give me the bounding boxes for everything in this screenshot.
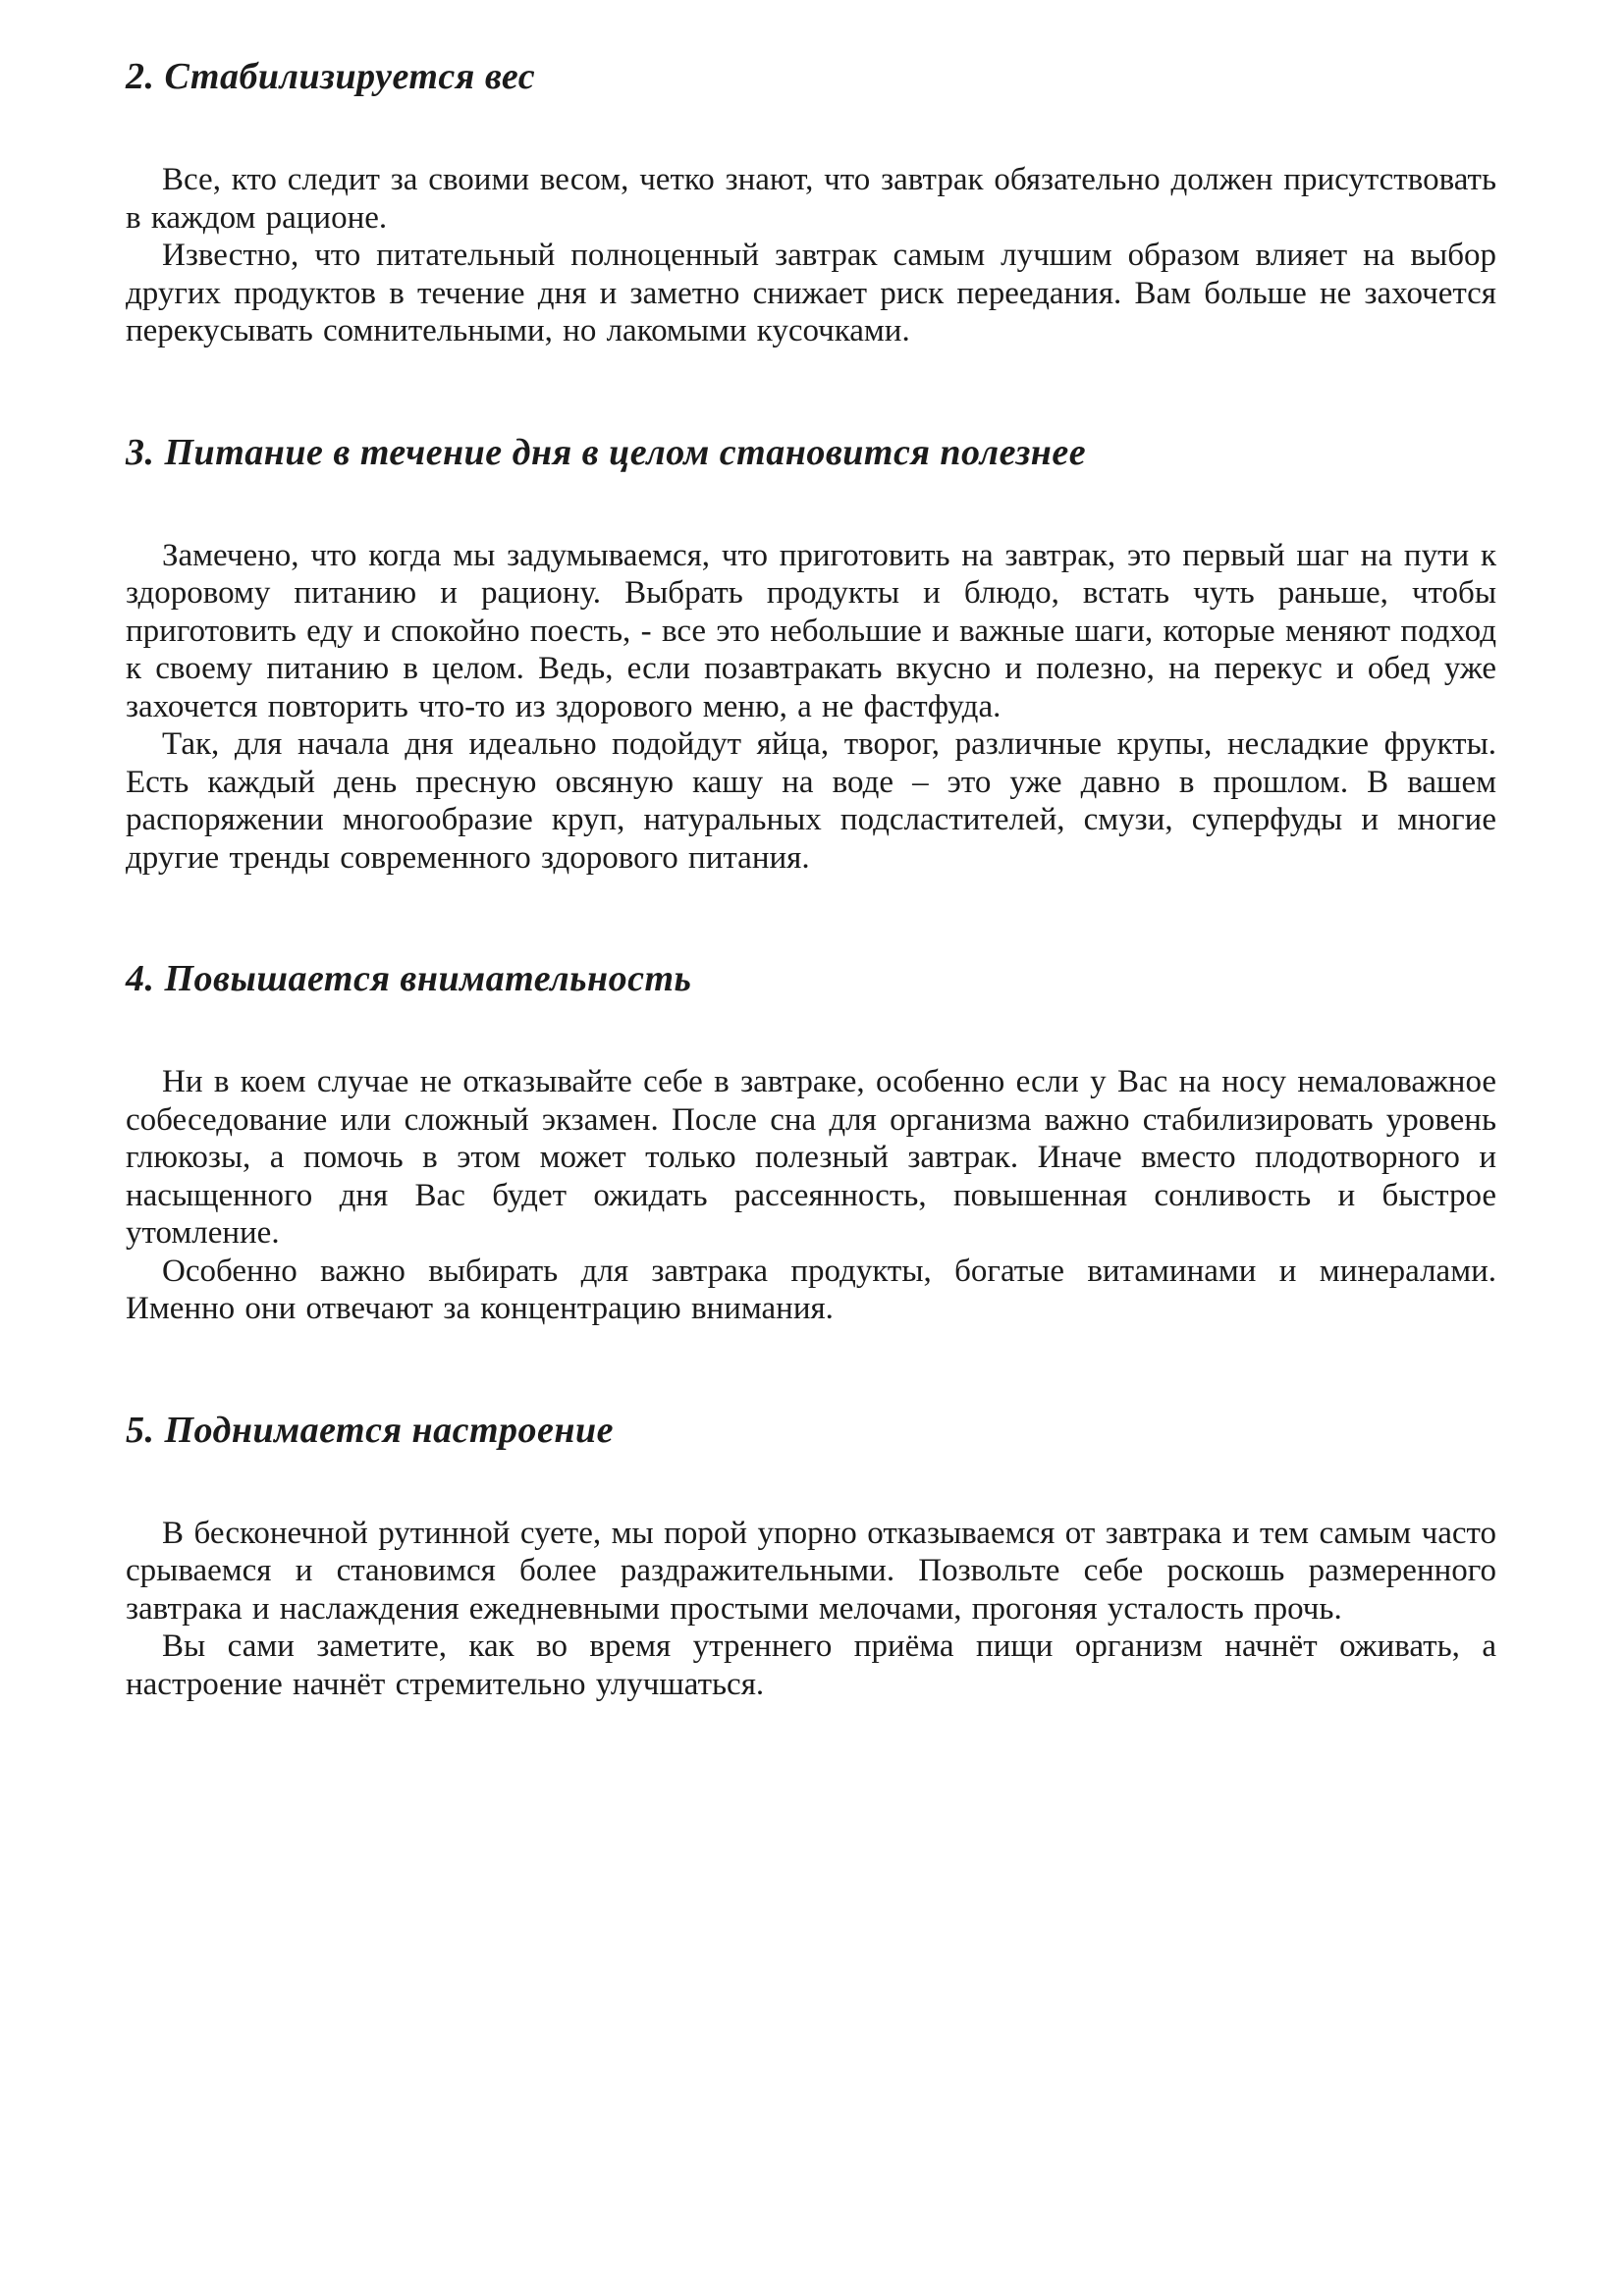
paragraph: Особенно важно выбирать для завтрака продукты, богатые витаминами и минералами. Именно они отвечают за концентрацию внимания. [126, 1253, 1496, 1327]
paragraph: Все, кто следит за своими весом, четко знают, что завтрак обязательно должен присутствовать в каждом рационе. [126, 162, 1496, 236]
paragraph: Известно, что питательный полноценный завтрак самым лучшим образом влияет на выбор других продуктов в течение дня и заметно снижает риск переедания. Вам больше не захочется перекусывать сомнительными, но лакомыми кусочками. [126, 238, 1496, 349]
section-heading: 3. Питание в течение дня в целом становится полезнее [126, 431, 1087, 473]
paragraph: Замечено, что когда мы задумываемся, что приготовить на завтрак, это первый шаг на пути к здоровому питанию и рациону. Выбрать продукты и блюдо, встать чуть раньше, чтобы приготовить еду и спокойно поесть, - все это небольшие и важные шаги, которые меняют подход к своему питанию в целом. Ведь, если позавтракать вкусно и полезно, на перекус и обед уже захочется повторить что-то из здорового меню, а не фастфуда. [126, 537, 1496, 724]
paragraph: Ни в коем случае не отказывайте себе в завтраке, особенно если у Вас на носу немаловажное собеседование или сложный экзамен. После сна для организма важно стабилизировать уровень глюкозы, а помочь в этом может только полезный завтрак. Иначе вместо плодотворного и насыщенного дня Вас будет ожидать рассеянность, повышенная сонливость и быстрое утомление. [126, 1064, 1496, 1252]
section-daily-nutrition [126, 431, 1496, 878]
section-heading: 5. Поднимается настроение [126, 1409, 615, 1451]
section-heading: 4. Повышается внимательность [126, 958, 692, 1000]
section-weight [126, 55, 1496, 350]
section-attentiveness [126, 957, 1496, 1328]
paragraph: Вы сами заметите, как во время утреннего приёма пищи организм начнёт оживать, а настроение начнёт стремительно улучшаться. [126, 1629, 1496, 1702]
section-heading: 2. Стабилизируется вес [126, 56, 536, 97]
paragraph: В бесконечной рутинной суете, мы порой упорно отказываемся от завтрака и тем самым часто срываемся и становимся более раздражительными. Позвольте себе роскошь размеренного завтрака и наслаждения ежедневными простыми мелочами, прогоняя усталость прочь. [126, 1515, 1496, 1627]
paragraph: Так, для начала дня идеально подойдут яйца, творог, различные крупы, несладкие фрукты. Есть каждый день пресную овсяную кашу на воде – это уже давно в прошлом. В вашем распоряжении многообразие круп, натуральных подсластителей, смузи, суперфуды и многие другие тренды современного здорового питания. [126, 726, 1496, 876]
section-mood [126, 1409, 1496, 1704]
